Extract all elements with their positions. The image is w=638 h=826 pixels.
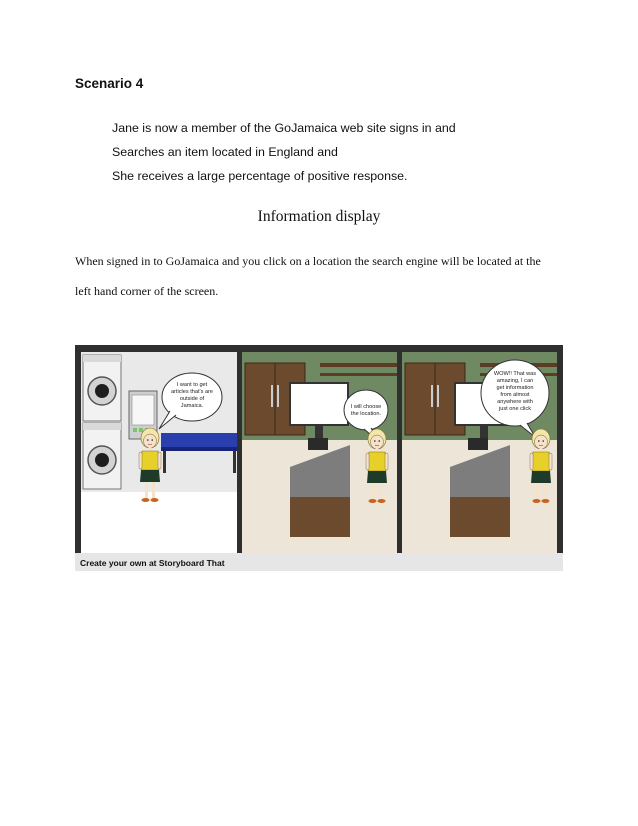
panel-3-speech-line-3: get information [496,385,534,391]
panel-3-speech-line-1: WOW!! That was [493,371,537,377]
section-title: Information display [257,208,381,225]
panel-1-speech-line-2: articles that's are [170,389,214,395]
panel-1-speech-line-3: outside of [179,396,205,402]
panel-3-speech-line-6: just one click [498,406,532,412]
storyboard-image [75,345,563,571]
panel-3-speech-line-4: from almost [500,392,530,398]
body-line-2: left hand corner of the screen. [75,284,219,298]
storyboard-footer: Create your own at Storyboard That [80,558,225,568]
panel-2-speech-line-1: I will choose [350,404,382,410]
body-line-1: When signed in to GoJamaica and you click on a location the search engine will be located at the [75,254,541,268]
panel-3-speech-line-2: amazing, I can [496,378,534,384]
scenario-heading: Scenario 4 [75,76,144,91]
panel-2-speech-line-2: the location. [350,411,382,417]
scenario-line-2: Searches an item located in England and [112,145,338,159]
scenario-line-3: She receives a large percentage of positive response. [112,169,408,183]
panel-1-speech-line-1: I want to get [176,382,208,388]
panel-1-speech-line-4: Jamaica. [180,403,204,409]
scenario-line-1: Jane is now a member of the GoJamaica web site signs in and [112,121,456,135]
panel-3 [402,352,557,553]
panel-3-speech-line-5: anywhere with [497,399,533,405]
panel-1 [81,352,237,553]
panel-2 [242,352,397,553]
